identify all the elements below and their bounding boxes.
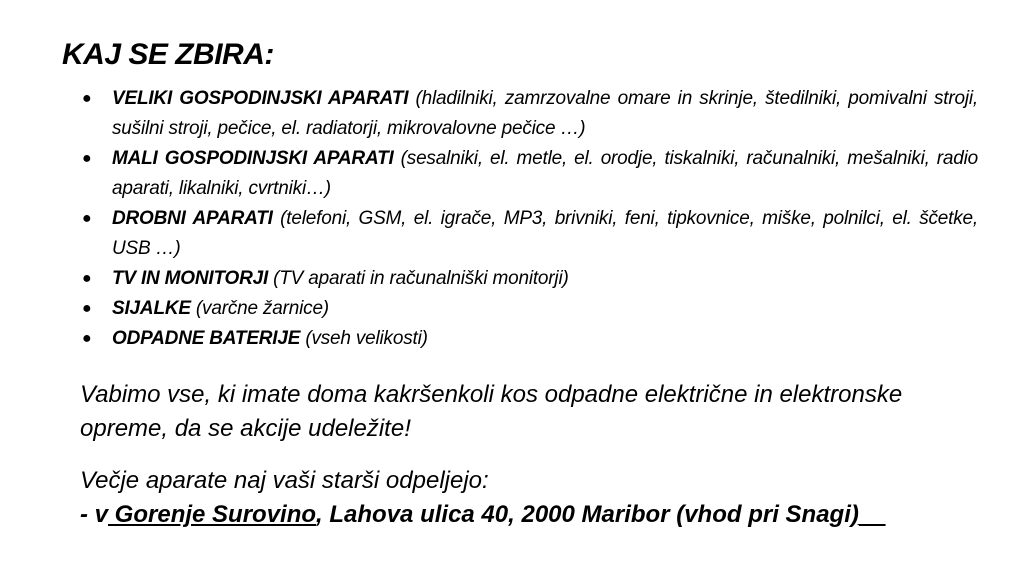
item-name: VELIKI GOSPODINJSKI APARATI xyxy=(112,88,409,109)
item-description: (hladilniki, zamrzovalne omare in skrinje, štedilniki, pomivalni stroji, sušilni stroji, pečice, el. radiatorji, mikrovalovne pečice …) xyxy=(112,88,978,139)
delivery-intro: Večje aparate naj vaši starši odpeljejo: xyxy=(80,467,489,494)
bullet-icon: ● xyxy=(82,300,92,317)
item-description: (vseh velikosti) xyxy=(300,328,428,349)
bullet-icon: ● xyxy=(82,270,92,287)
item-name: MALI GOSPODINJSKI APARATI xyxy=(112,148,394,169)
list-item xyxy=(82,84,978,144)
bullet-icon: ● xyxy=(82,90,92,107)
address-rest: , Lahova ulica 40, 2000 Maribor (vhod pri Snagi) xyxy=(316,501,859,528)
list-item xyxy=(82,324,978,354)
item-description: (varčne žarnice) xyxy=(190,298,329,319)
item-description: (telefoni, GSM, el. igrače, MP3, brivniki, feni, tipkovnice, miške, polnilci, el. ščetke, USB …) xyxy=(112,208,978,259)
bullet-icon: ● xyxy=(82,330,92,347)
delivery-address xyxy=(80,498,980,532)
delivery-block xyxy=(80,464,980,532)
list-item xyxy=(82,204,978,264)
invitation-paragraph: Vabimo vse, ki imate doma kakršenkoli kos odpadne električne in elektronske opreme, da se akcije udeležite! xyxy=(80,381,903,442)
item-description: (sesalniki, el. metle, el. orodje, tiskalniki, računalniki, mešalniki, radio aparati, likalniki, cvrtniki…) xyxy=(112,148,978,199)
address-trailing: __ xyxy=(858,501,886,528)
list-item xyxy=(82,294,978,324)
item-name: TV IN MONITORJI xyxy=(112,268,269,289)
address-prefix: - v xyxy=(80,501,109,528)
item-description: (TV aparati in računalniški monitorji) xyxy=(268,268,569,289)
collected-items-list xyxy=(82,84,978,354)
bullet-icon: ● xyxy=(82,210,92,227)
item-name: SIJALKE xyxy=(112,298,191,319)
heading: KAJ SE ZBIRA: xyxy=(62,38,274,71)
company-name: Gorenje Surovino xyxy=(108,501,317,528)
list-item xyxy=(82,264,978,294)
bullet-icon: ● xyxy=(82,150,92,167)
item-name: ODPADNE BATERIJE xyxy=(112,328,301,349)
item-name: DROBNI APARATI xyxy=(112,208,273,229)
list-item xyxy=(82,144,978,204)
